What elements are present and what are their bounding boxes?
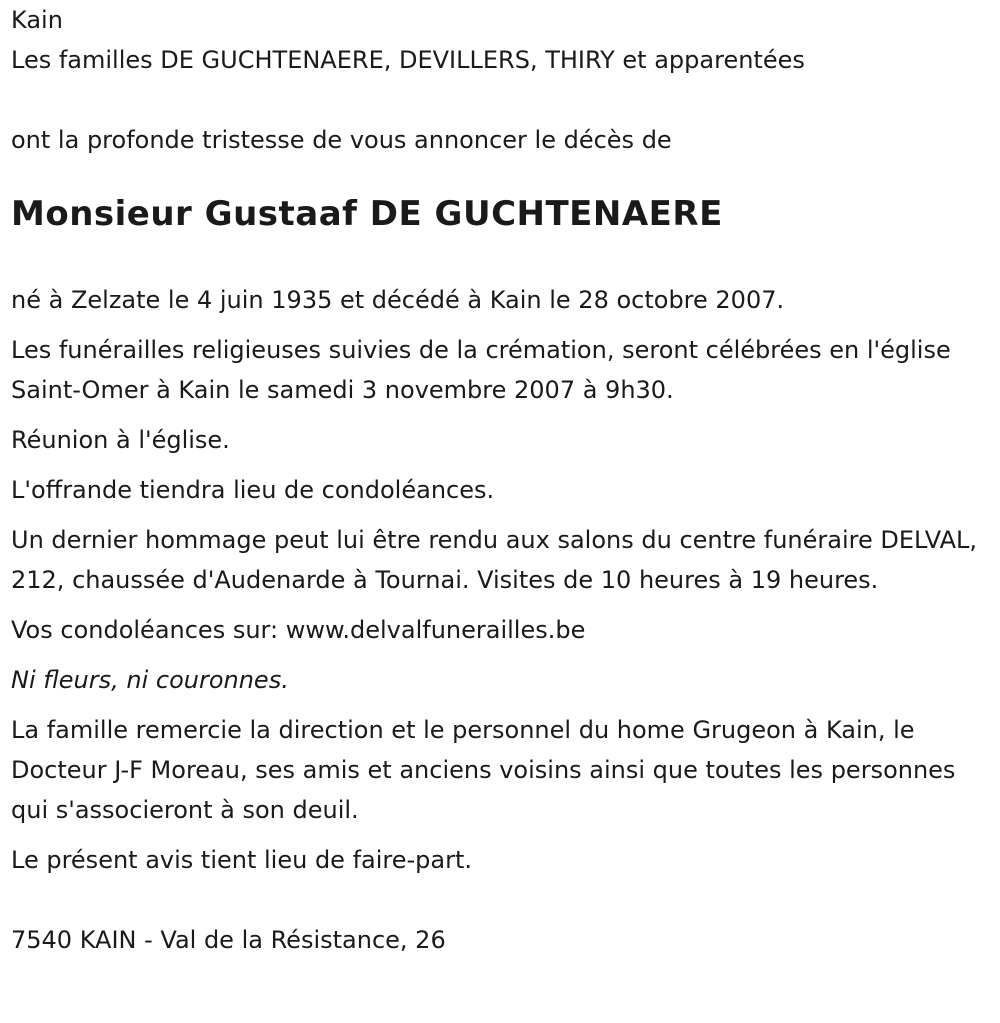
place-line: Kain	[11, 6, 63, 34]
tribute-text: Un dernier hommage peut lui être rendu aux salons du centre funéraire DELVAL, 212, chaussée d'Audenarde à Tournai. Visites de 10 heures à 19 heures.	[11, 526, 978, 594]
no-flowers-text: Ni fleurs, ni couronnes.	[11, 666, 289, 694]
birth-death-text: né à Zelzate le 4 juin 1935 et décédé à Kain le 28 octobre 2007.	[11, 286, 785, 314]
deceased-name: Monsieur Gustaaf DE GUCHTENAERE	[11, 194, 723, 234]
families-line: Les familles DE GUCHTENAERE, DEVILLERS, THIRY et apparentées	[11, 46, 805, 74]
obituary-notice	[11, 0, 986, 960]
meeting-text: Réunion à l'église.	[11, 426, 230, 454]
notice-text: Le présent avis tient lieu de faire-part.	[11, 846, 473, 874]
condolences-text: Vos condoléances sur: www.delvalfunerailles.be	[11, 616, 586, 644]
thanks-text: La famille remercie la direction et le personnel du home Grugeon à Kain, le Docteur J-F Moreau, ses amis et anciens voisins ainsi que toutes les personnes qui s'associeront à son deuil.	[11, 716, 956, 824]
announcement-line: ont la profonde tristesse de vous annoncer le décès de	[11, 126, 672, 154]
funeral-text: Les funérailles religieuses suivies de la crémation, seront célébrées en l'église Saint-Omer à Kain le samedi 3 novembre 2007 à 9h30.	[11, 336, 951, 404]
offering-text: L'offrande tiendra lieu de condoléances.	[11, 476, 495, 504]
address-line: 7540 KAIN - Val de la Résistance, 26	[11, 926, 446, 954]
